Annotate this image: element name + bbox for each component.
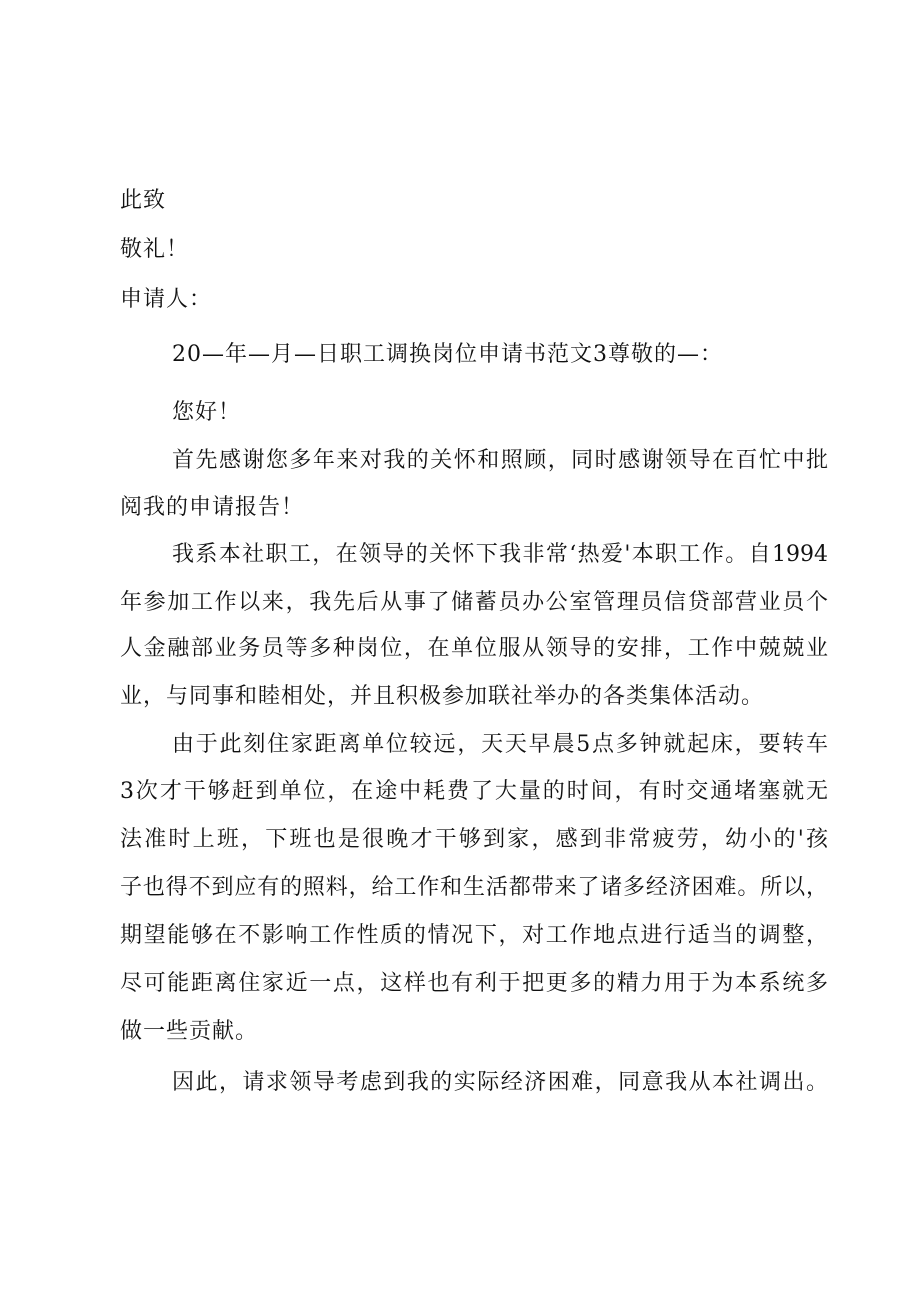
date-title-line: 20—年—月—日职工调换岗位申请书范文3尊敬的—：	[172, 342, 723, 367]
paragraph-4-line-1: 因此，请求领导考虑到我的实际经济困难，同意我从本社调出。	[172, 1070, 828, 1095]
paragraph-2-line-4: 业，与同事和睦相处，并且积极参加联社举办的各类集体活动。	[120, 684, 765, 709]
paragraph-3-line-2: 3次才干够赶到单位，在途中耗费了大量的时间，有时交通堵塞就无	[120, 779, 828, 804]
paragraph-3-line-1: 由于此刻住家距离单位较远，天天早晨5点多钟就起床，要转车	[172, 732, 828, 757]
paragraph-3-line-4: 子也得不到应有的照料，给工作和生活都带来了诸多经济困难。所以，	[120, 875, 828, 900]
paragraph-2-line-2: 年参加工作以来，我先后从事了储蓄员办公室管理员信贷部营业员个	[120, 590, 828, 615]
paragraph-1-line-2: 阅我的申请报告！	[120, 495, 305, 520]
paragraph-2-line-3: 人金融部业务员等多种岗位，在单位服从领导的安排，工作中兢兢业	[120, 636, 828, 661]
paragraph-2-line-1: 我系本社职工，在领导的关怀下我非常‘热爱'本职工作。自1994	[172, 542, 828, 567]
paragraph-3-line-7: 做一些贡献。	[120, 1019, 259, 1044]
paragraph-3-line-5: 期望能够在不影响工作性质的情况下，对工作地点进行适当的调整，	[120, 923, 828, 948]
closing-salutation: 此致	[120, 188, 167, 213]
greeting: 您好！	[172, 400, 242, 425]
applicant-label: 申请人：	[120, 287, 213, 312]
paragraph-3-line-3: 法准时上班，下班也是很晚才干够到家，感到非常疲劳，幼小的'孩	[120, 827, 828, 852]
paragraph-3-line-6: 尽可能距离住家近一点，这样也有利于把更多的精力用于为本系统多	[120, 971, 828, 996]
paragraph-1-line-1: 首先感谢您多年来对我的关怀和照顾，同时感谢领导在百忙中批	[172, 448, 828, 473]
closing-respect: 敬礼！	[120, 237, 190, 262]
